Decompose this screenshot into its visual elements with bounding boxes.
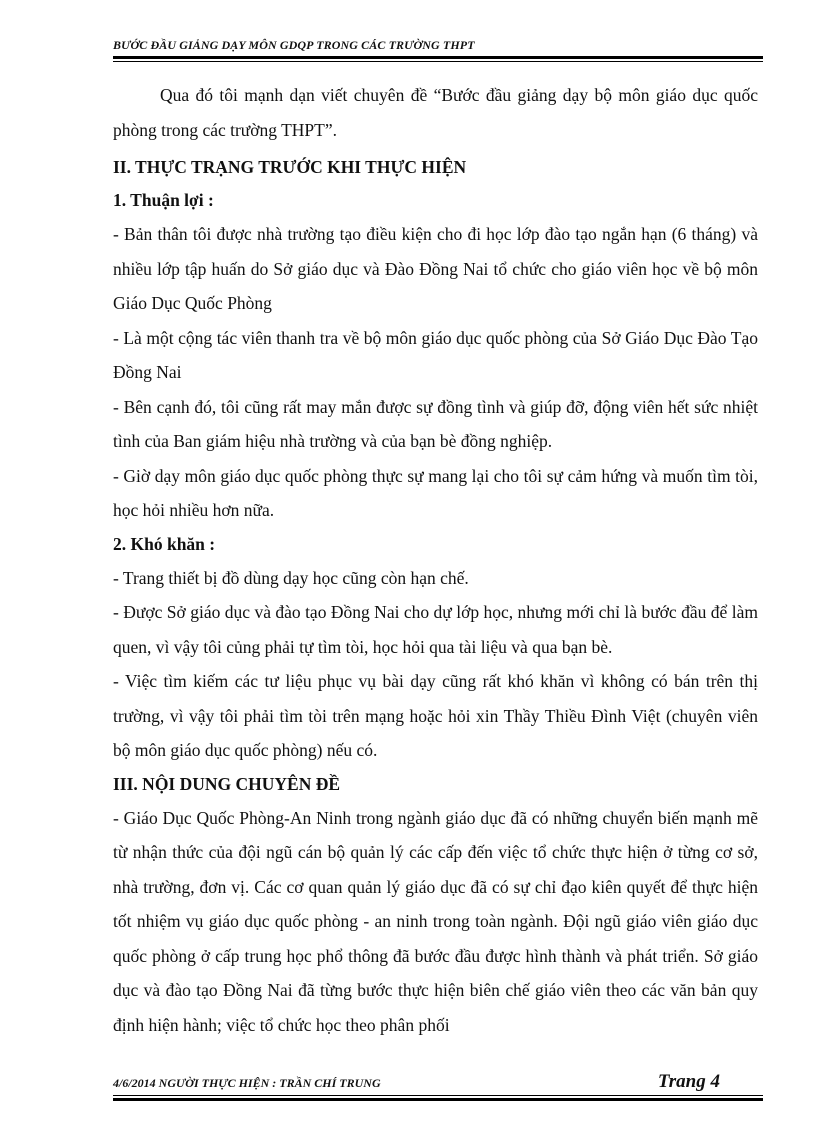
- difficulty-item: - Việc tìm kiếm các tư liệu phục vụ bài dạy cũng rất khó khăn vì không có bán trên thị trường, vì vậy tôi phải tìm tòi trên mạng hoặc hỏi xin Thầy Thiều Đình Việt (chuyên viên bộ môn giáo dục quốc phòng) nếu có.: [113, 671, 758, 760]
- advantage-item: - Giờ dạy môn giáo dục quốc phòng thực sự mang lại cho tôi sự cảm hứng và muốn tìm tòi, học hỏi nhiều hơn nữa.: [113, 465, 758, 520]
- page-number: Trang 4: [657, 1071, 720, 1092]
- intro-paragraph: Qua đó tôi mạnh dạn viết chuyên đề “Bước đầu giảng dạy bộ môn giáo dục quốc phòng trong các trường THPT”.: [113, 85, 758, 140]
- subsection-2-heading: 2. Khó khăn :: [113, 533, 216, 554]
- page-header: BƯỚC ĐẦU GIẢNG DẠY MÔN GDQP TRONG CÁC TRƯỜNG THPT: [113, 38, 475, 52]
- advantage-item: - Bên cạnh đó, tôi cũng rất may mắn được sự đồng tình và giúp đỡ, động viên hết sức nhiệt tình của Ban giám hiệu nhà trường và của bạn bè đồng nghiệp.: [113, 396, 758, 451]
- difficulty-item: - Trang thiết bị đồ dùng dạy học cũng còn hạn chế.: [113, 567, 469, 588]
- footer-divider: [113, 1095, 763, 1101]
- footer-author: 4/6/2014 NGƯỜI THỰC HIỆN : TRẦN CHÍ TRUNG: [113, 1076, 381, 1090]
- section-2-heading: II. THỰC TRẠNG TRƯỚC KHI THỰC HIỆN: [113, 157, 467, 177]
- subsection-1-heading: 1. Thuận lợi :: [113, 190, 214, 210]
- difficulty-item: - Được Sở giáo dục và đào tạo Đồng Nai cho dự lớp học, nhưng mới chỉ là bước đầu để làm quen, vì vậy tôi củng phải tự tìm tòi, học hỏi qua tài liệu và qua bạn bè.: [113, 602, 758, 657]
- section-3-heading: III. NỘI DUNG CHUYÊN ĐỀ: [113, 773, 341, 794]
- section-3-paragraph: - Giáo Dục Quốc Phòng-An Ninh trong ngành giáo dục đã có những chuyển biến mạnh mẽ từ nhận thức của đội ngũ cán bộ quản lý các cấp đến việc tổ chức thực hiện ở từng cơ sở, nhà trường, đơn vị. Các cơ quan quản lý giáo dục đã có sự chỉ đạo kiên quyết để thực hiện tốt nhiệm vụ giáo dục quốc phòng - an ninh trong toàn ngành. Đội ngũ giáo viên giáo dục quốc phòng ở cấp trung học phổ thông đã bước đầu được hình thành và phát triển. Sở giáo dục và đào tạo Đồng Nai đã từng bước thực hiện biên chế giáo viên theo các văn bản quy định hiện hành; việc tổ chức học theo phân phối: [113, 807, 758, 1035]
- advantage-item: - Bản thân tôi được nhà trường tạo điều kiện cho đi học lớp đào tạo ngắn hạn (6 tháng) và nhiều lớp tập huấn do Sở giáo dục và Đào Đồng Nai tổ chức cho giáo viên học về bộ môn Giáo Dục Quốc Phòng: [113, 224, 758, 313]
- document-body: [113, 78, 758, 1042]
- header-divider: [113, 56, 763, 62]
- advantage-item: - Là một cộng tác viên thanh tra về bộ môn giáo dục quốc phòng của Sở Giáo Dục Đào Tạo Đồng Nai: [113, 327, 758, 382]
